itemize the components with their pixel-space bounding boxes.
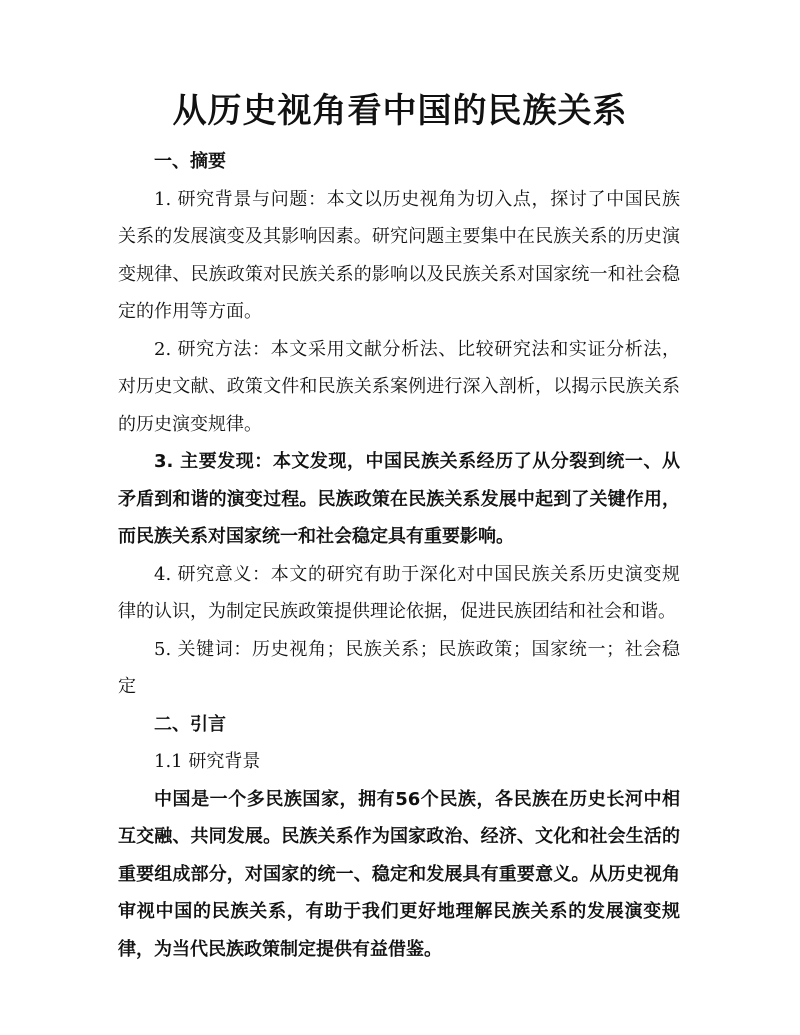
document-title: 从历史视角看中国的民族关系 bbox=[172, 91, 628, 131]
abstract-item-keywords: 5. 关键词：历史视角；民族关系；民族政策；国家统一；社会稳定 bbox=[118, 638, 680, 697]
abstract-item-background: 1. 研究背景与问题：本文以历史视角为切入点，探讨了中国民族关系的发展演变及其影响因素。研究问题主要集中在民族关系的历史演变规律、民族政策对民族关系的影响以及民族关系对国家统一和社会稳定的作用等方面。 bbox=[118, 188, 680, 322]
intro-heading: 二、引言 bbox=[154, 713, 226, 735]
intro-paragraph: 中国是一个多民族国家，拥有56个民族，各民族在历史长河中相互交融、共同发展。民族关系作为国家政治、经济、文化和社会生活的重要组成部分，对国家的统一、稳定和发展具有重要意义。从历史视角审视中国的民族关系，有助于我们更好地理解民族关系的发展演变规律，为当代民族政策制定提供有益借鉴。 bbox=[118, 788, 680, 960]
abstract-heading: 一、摘要 bbox=[154, 151, 226, 172]
abstract-item-findings: 3. 主要发现：本文发现，中国民族关系经历了从分裂到统一、从矛盾到和谐的演变过程。民族政策在民族关系发展中起到了关键作用，而民族关系对国家统一和社会稳定具有重要影响。 bbox=[118, 451, 680, 547]
document-body bbox=[118, 143, 680, 968]
subsection-heading: 1.1 研究背景 bbox=[154, 751, 261, 772]
abstract-item-methods: 2. 研究方法：本文采用文献分析法、比较研究法和实证分析法，对历史文献、政策文件和民族关系案例进行深入剖析，以揭示民族关系的历史演变规律。 bbox=[118, 338, 680, 435]
abstract-item-significance: 4. 研究意义：本文的研究有助于深化对中国民族关系历史演变规律的认识，为制定民族政策提供理论依据，促进民族团结和社会和谐。 bbox=[118, 563, 680, 622]
